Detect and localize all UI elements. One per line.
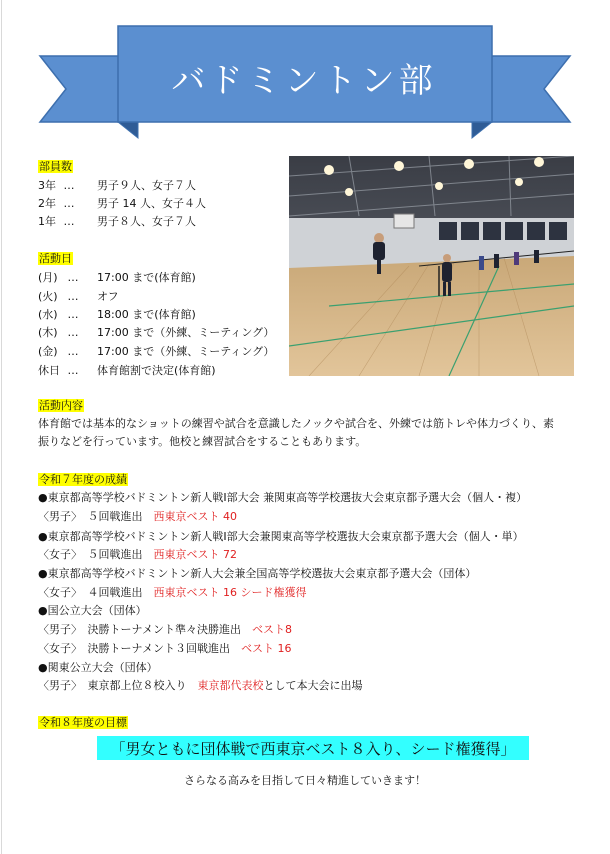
result-event-detail: 〈女子〉 ４回戦進出 西東京ベスト 16 シード権獲得 [38,586,307,599]
members-heading: 部員数 [39,160,72,173]
result-event-detail: 〈女子〉 決勝トーナメント３回戦進出 ベスト 16 [38,642,292,655]
schedule-heading: 活動日 [39,252,72,265]
result-event-detail: 〈男子〉 ５回戦進出 西東京ベスト 40 [38,510,237,523]
members-row: 1年 … 男子８人、女子７人 [38,215,196,228]
result-event-detail: 〈女子〉 ５回戦進出 西東京ベスト 72 [38,548,237,561]
schedule-row: (水) … 18:00 まで(体育館) [38,308,196,321]
result-event-title: ●国公立大会（団体） [38,604,147,617]
result-event-detail: 〈男子〉 決勝トーナメント準々決勝進出 ベスト8 [38,623,293,636]
schedule-row: (火) … オフ [38,290,119,303]
goal-heading: 令和８年度の目標 [39,716,127,729]
page-title: バドミントン部 [171,60,437,101]
result-event-title: ●東京都高等学校バドミントン新人戦Ⅰ部大会 兼関東高等学校選抜大会東京都予選大会（個人・複） [38,491,528,504]
activity-description: 体育館では基本的なショットの練習や試合を意識したノックや試合を、外練では筋トレや体力づくり、素振りなどを行っています。他校と練習試合をすることもあります。 [38,417,555,448]
result-event-title: ●東京都高等学校バドミントン新人戦Ⅰ部大会兼関東高等学校選抜大会東京都予選大会（個人・単） [38,530,524,543]
schedule-row: (月) … 17:00 まで(体育館) [38,271,196,284]
gym-photo [289,156,574,376]
results-heading: 令和７年度の成績 [39,473,127,486]
result-event-title: ●東京都高等学校バドミントン新人大会兼全国高等学校選抜大会東京都予選大会（団体） [38,567,477,580]
activity-heading: 活動内容 [39,399,83,412]
goal-statement: 「男女ともに団体戦で西東京ベスト８入り、シード権獲得」 [97,736,529,760]
goal-subtext: さらなる高みを目指して日々精進していきます！ [184,774,426,787]
title-banner [0,0,610,160]
schedule-row: (金) … 17:00 まで（外練、ミーティング） [38,345,275,358]
members-row: 2年 … 男子 14 人、女子４人 [38,197,206,210]
schedule-row: 休日 … 体育館割で決定(体育館) [38,364,216,377]
result-event-title: ●関東公立大会（団体） [38,661,158,674]
members-row: 3年 … 男子９人、女子７人 [38,179,196,192]
schedule-row: (木) … 17:00 まで（外練、ミーティング） [38,326,275,339]
result-event-detail: 〈男子〉 東京都上位８校入り 東京都代表校として本大会に出場 [38,679,363,692]
